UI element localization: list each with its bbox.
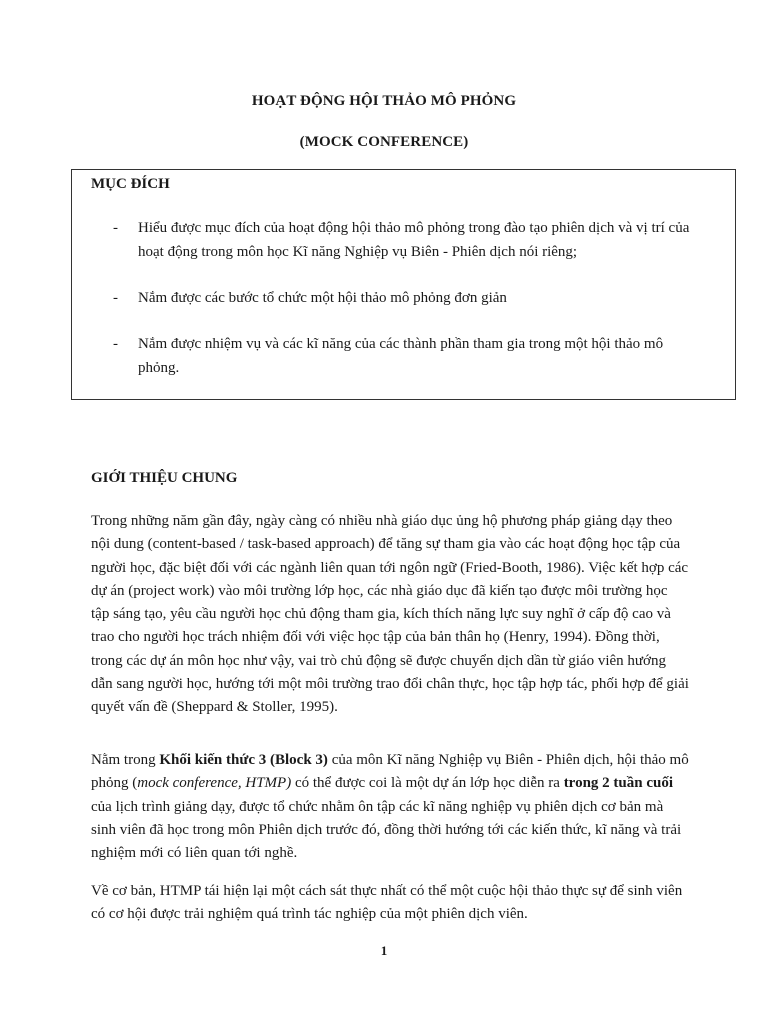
bullet-dash: -: [113, 290, 118, 306]
bullet-dash: -: [113, 220, 118, 236]
intro-paragraph-1: Trong những năm gần đây, ngày càng có nhiều nhà giáo dục ủng hộ phương pháp giảng dạy theo nội dung (content-based / task-based approach) để tăng sự tham gia vào các hoạt động học tập của người học, đặc biệt đối với các ngành liên quan tới ngôn ngữ (Fried-Booth, 1986). Việc kết hợp các dự án (project work) vào môi trường lớp học, các nhà giáo dục đã kiến tạo được môi trường học tập sáng tạo, yêu cầu người học chủ động tham gia, kích thích năng lực suy nghĩ ở cấp độ cao và trao cho người học trách nhiệm đối với việc học tập của bản thân họ (Henry, 1994). Đồng thời, trong các dự án môn học như vậy, vai trò chủ động sẽ được chuyển dịch dần từ giáo viên hướng dẫn sang người học, hướng tới một môi trường trao đổi chân thực, học tập hợp tác, phối hợp để giải quyết vấn đề (Sheppard & Stoller, 1995).: [91, 513, 689, 716]
bullet-dash: -: [113, 336, 118, 352]
purpose-box: [71, 169, 736, 400]
bold-text-block3: Khối kiến thức 3 (Block 3): [159, 752, 328, 768]
paragraph-text: của lịch trình giảng dạy, được tổ chức nhằm ôn tập các kĩ năng nghiệp vụ phiên dịch cơ bản mà sinh viên đã học trong môn Phiên dịch trước đó, đồng thời hướng tới các kiến thức, kĩ năng và trải nghiệm mới có liên quan tới nghề.: [91, 798, 682, 862]
purpose-item: [72, 286, 735, 310]
purpose-item-text: Hiểu được mục đích của hoạt động hội thảo mô phỏng trong đào tạo phiên dịch và vị trí của hoạt động trong môn học Kĩ năng Nghiệp vụ Biên - Phiên dịch nói riêng;: [138, 220, 690, 260]
intro-paragraph-2: [91, 749, 689, 865]
intro-paragraph-3: Về cơ bản, HTMP tái hiện lại một cách sát thực nhất có thể một cuộc hội thảo thực sự để sinh viên có cơ hội được trải nghiệm quá trình tác nghiệp của một phiên dịch viên.: [91, 883, 683, 923]
document-title: HOẠT ĐỘNG HỘI THẢO MÔ PHỎNG: [251, 93, 517, 109]
purpose-heading: MỤC ĐÍCH: [91, 176, 170, 192]
purpose-item: [72, 332, 735, 380]
document-subtitle: (MOCK CONFERENCE): [299, 134, 469, 150]
purpose-item: [72, 216, 735, 264]
purpose-item-text: Nắm được nhiệm vụ và các kĩ năng của các thành phần tham gia trong một hội thảo mô phỏng.: [138, 336, 664, 376]
page-number: 1: [380, 943, 388, 958]
purpose-item-text: Nắm được các bước tổ chức một hội thảo mô phỏng đơn giản: [138, 290, 507, 306]
intro-heading: GIỚI THIỆU CHUNG: [91, 470, 238, 486]
purpose-list: [72, 216, 735, 402]
paragraph-text: Nằm trong: [91, 752, 160, 768]
paragraph-text: của môn Kĩ năng Nghiệp vụ Biên - Phiên dịch, hội thảo mô phỏng (: [91, 752, 689, 792]
bold-text-last-two-weeks: trong 2 tuần cuối: [563, 775, 674, 792]
italic-text-mock-conference: mock conference, HTMP): [137, 775, 292, 792]
paragraph-text: có thể được coi là một dự án lớp học diễn ra: [291, 775, 564, 792]
